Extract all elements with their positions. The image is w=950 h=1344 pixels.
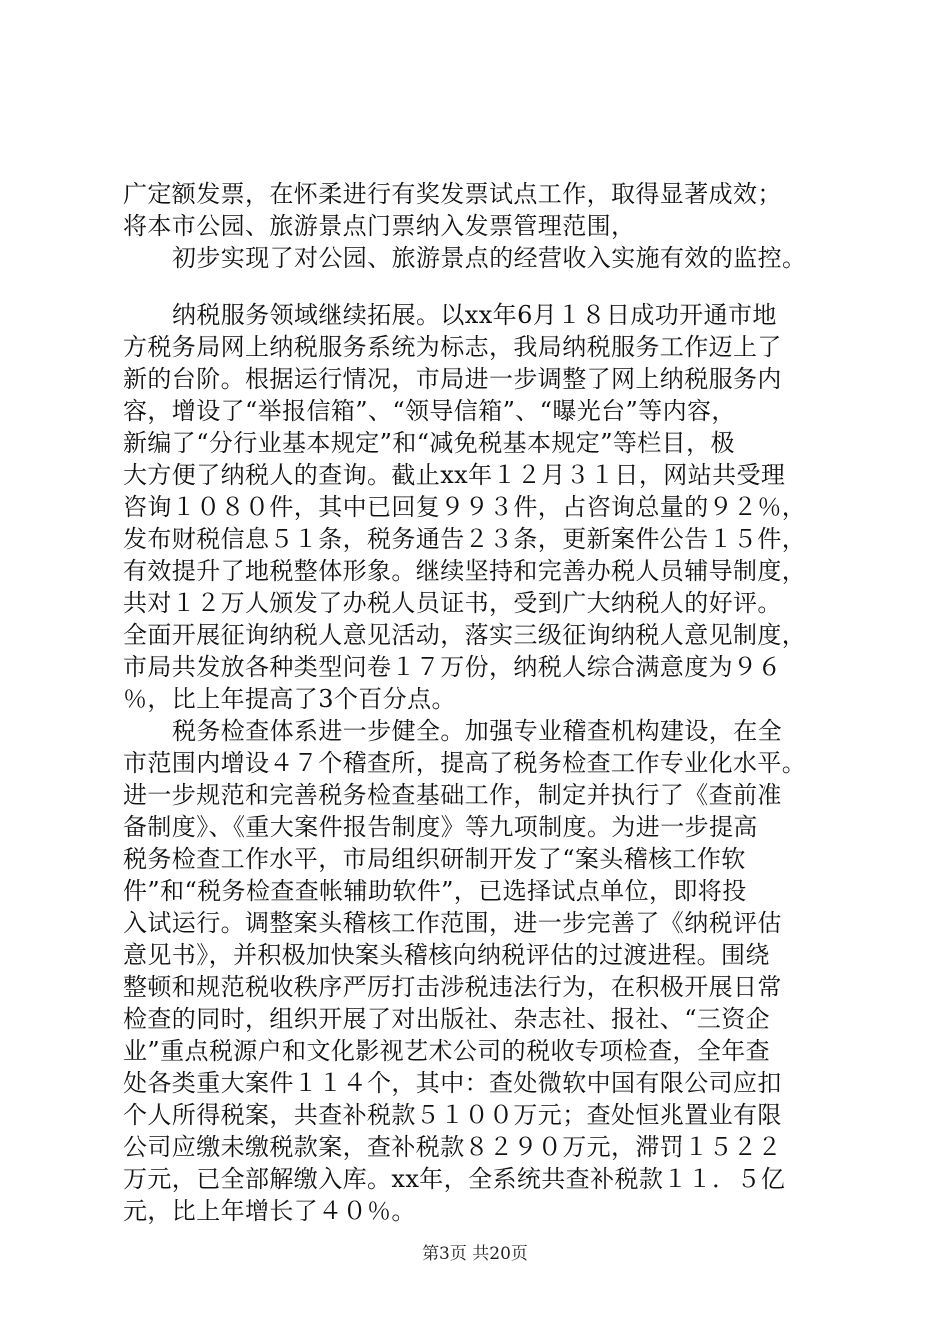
paragraph-line: 进一步规范和完善税务检查基础工作，制定并执行了《查前准 [123, 781, 782, 809]
paragraph-line: 市局共发放各种类型问卷１７万份，纳税人综合满意度为９６ [123, 653, 782, 681]
paragraph-line: 发布财税信息５１条，税务通告２３条，更新案件公告１５件， [123, 525, 807, 553]
paragraph-line: 税务检查工作水平，市局组织研制开发了“案头稽核工作软 [123, 845, 746, 873]
paragraph-line: ％，比上年提高了3个百分点。 [123, 685, 456, 713]
paragraph-line: 万元，已全部解缴入库。xx年，全系统共查补税款１１．５亿 [123, 1165, 786, 1193]
paragraph-line: 容，增设了“举报信箱”、“领导信箱”、“曝光台”等内容， [123, 397, 736, 425]
paragraph-line: 有效提升了地税整体形象。继续坚持和完善办税人员辅导制度， [123, 557, 807, 585]
paragraph-line: 方税务局网上纳税服务系统为标志，我局纳税服务工作迈上了 [123, 333, 782, 361]
paragraph-line: 公司应缴未缴税款案，查补税款８２９０万元，滞罚１５２２ [123, 1133, 782, 1161]
paragraph-line: 全面开展征询纳税人意见活动，落实三级征询纳税人意见制度， [123, 621, 807, 649]
paragraph-line: 大方便了纳税人的查询。截止xx年１２月３１日，网站共受理 [123, 461, 786, 489]
paragraph-line: 纳税服务领域继续拓展。以xx年6月１８日成功开通市地 [172, 301, 777, 329]
paragraph-line: 广定额发票，在怀柔进行有奖发票试点工作，取得显著成效； [123, 180, 782, 208]
paragraph-line: 备制度》、《重大案件报告制度》等九项制度。为进一步提高 [123, 813, 758, 841]
paragraph-line: 共对１２万人颁发了办税人员证书，受到广大纳税人的好评。 [123, 589, 782, 617]
paragraph-line: 元，比上年增长了４０％。 [123, 1197, 416, 1225]
paragraph-line: 件”和“税务检查查帐辅助软件”，已选择试点单位，即将投 [123, 877, 747, 905]
paragraph-line: 整顿和规范税收秩序严厉打击涉税违法行为，在积极开展日常 [123, 973, 782, 1001]
paragraph-line: 咨询１０８０件，其中已回复９９３件，占咨询总量的９２％， [123, 493, 807, 521]
page-number-footer: 第3页 共20页 [422, 1244, 528, 1264]
paragraph-line: 处各类重大案件１１４个，其中：查处微软中国有限公司应扣 [123, 1069, 782, 1097]
paragraph-line: 业”重点税源户和文化影视艺术公司的税收专项检查，全年查 [123, 1037, 771, 1065]
paragraph-line: 将本市公园、旅游景点门票纳入发票管理范围， [123, 212, 636, 240]
paragraph-line: 入试运行。调整案头稽核工作范围，进一步完善了《纳税评估 [123, 909, 782, 937]
paragraph-line: 税务检查体系进一步健全。加强专业稽查机构建设，在全 [172, 717, 782, 745]
paragraph-line: 新的台阶。根据运行情况，市局进一步调整了网上纳税服务内 [123, 365, 782, 393]
paragraph-line: 市范围内增设４７个稽查所，提高了税务检查工作专业化水平。 [123, 749, 807, 777]
paragraph-line: 新编了“分行业基本规定”和“减免税基本规定”等栏目，极 [123, 429, 735, 457]
paragraph-line: 意见书》，并积极加快案头稽核向纳税评估的过渡进程。围绕 [123, 941, 770, 969]
paragraph-line: 初步实现了对公园、旅游景点的经营收入实施有效的监控。 [172, 244, 807, 272]
paragraph-line: 个人所得税案，共查补税款５１００万元；查处恒兆置业有限 [123, 1101, 782, 1129]
paragraph-line: 检查的同时，组织开展了对出版社、杂志社、报社、“三资企 [123, 1005, 771, 1033]
